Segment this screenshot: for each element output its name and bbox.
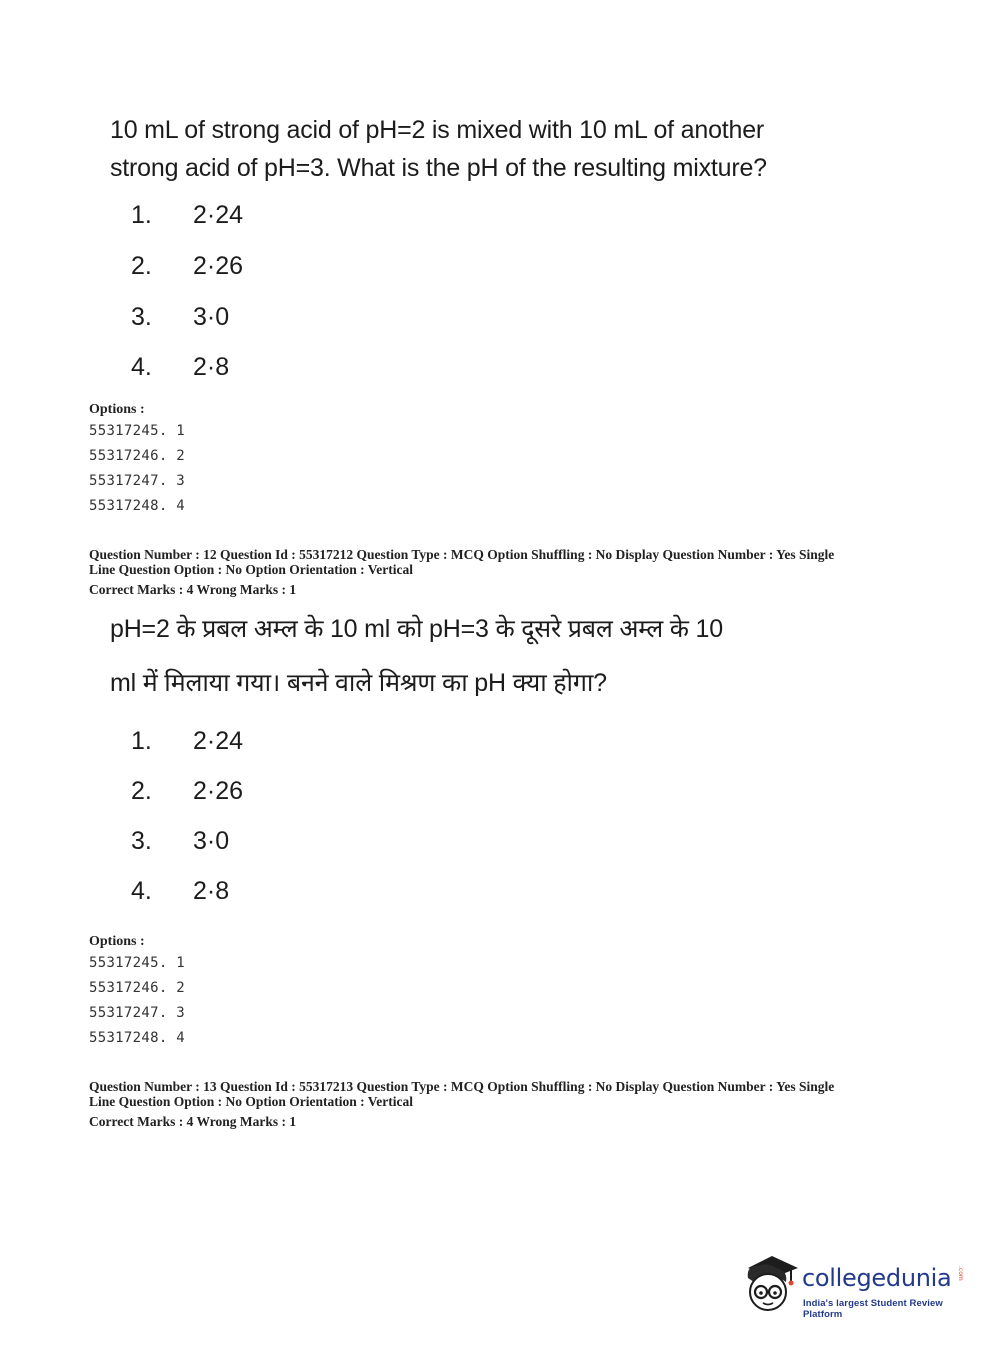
question-marks: Correct Marks : 4 Wrong Marks : 1 <box>89 582 297 597</box>
question-text-line-2: ml में मिलाया गया। बनने वाले मिश्रण का pH क्या होगा? <box>110 669 607 697</box>
question-meta-line-1: Question Number : 12 Question Id : 55317212 Question Type : MCQ Option Shuffling : No Display Question Number : Yes Single <box>89 547 835 562</box>
choice-value: 3·0 <box>193 303 230 331</box>
option-id: 55317248. 4 <box>89 498 186 514</box>
choice-value: 2·26 <box>193 777 244 805</box>
choice-number: 4. <box>131 353 152 381</box>
logo-wordmark: collegedunia <box>802 1264 952 1292</box>
question-meta-line-1: Question Number : 13 Question Id : 55317213 Question Type : MCQ Option Shuffling : No Display Question Number : Yes Single <box>89 1079 835 1094</box>
option-id: 55317248. 4 <box>89 1030 186 1046</box>
choice-number: 3. <box>131 827 152 855</box>
option-id: 55317246. 2 <box>89 980 186 996</box>
choice-number: 3. <box>131 303 152 331</box>
choice-number: 1. <box>131 727 152 755</box>
choice-value: 2·24 <box>193 201 244 229</box>
choice-value: 3·0 <box>193 827 230 855</box>
choice-number: 2. <box>131 252 152 280</box>
options-heading: Options : <box>89 934 145 949</box>
option-id: 55317245. 1 <box>89 955 186 971</box>
question-meta-line-2: Line Question Option : No Option Orientation : Vertical <box>89 562 414 577</box>
choice-number: 4. <box>131 877 152 905</box>
question-marks: Correct Marks : 4 Wrong Marks : 1 <box>89 1114 297 1129</box>
question-text-line-1: 10 mL of strong acid of pH=2 is mixed with 10 mL of another <box>110 116 765 144</box>
choice-value: 2·8 <box>193 877 230 905</box>
option-id: 55317247. 3 <box>89 473 186 489</box>
choice-value: 2·26 <box>193 252 244 280</box>
choice-number: 1. <box>131 201 152 229</box>
question-text-line-1: pH=2 के प्रबल अम्ल के 10 ml को pH=3 के दूसरे प्रबल अम्ल के 10 <box>110 615 723 643</box>
choice-value: 2·8 <box>193 353 230 381</box>
question-meta-line-2: Line Question Option : No Option Orientation : Vertical <box>89 1094 414 1109</box>
options-heading: Options : <box>89 402 145 417</box>
logo-domain-suffix: .com <box>957 1266 964 1281</box>
option-id: 55317247. 3 <box>89 1005 186 1021</box>
collegedunia-logo <box>742 1252 967 1318</box>
logo-tagline: India's largest Student Review Platform <box>803 1298 943 1320</box>
question-text-line-2: strong acid of pH=3. What is the pH of the resulting mixture? <box>110 154 767 182</box>
mascot-icon <box>742 1252 800 1316</box>
option-id: 55317245. 1 <box>89 423 186 439</box>
option-id: 55317246. 2 <box>89 448 186 464</box>
choice-number: 2. <box>131 777 152 805</box>
choice-value: 2·24 <box>193 727 244 755</box>
